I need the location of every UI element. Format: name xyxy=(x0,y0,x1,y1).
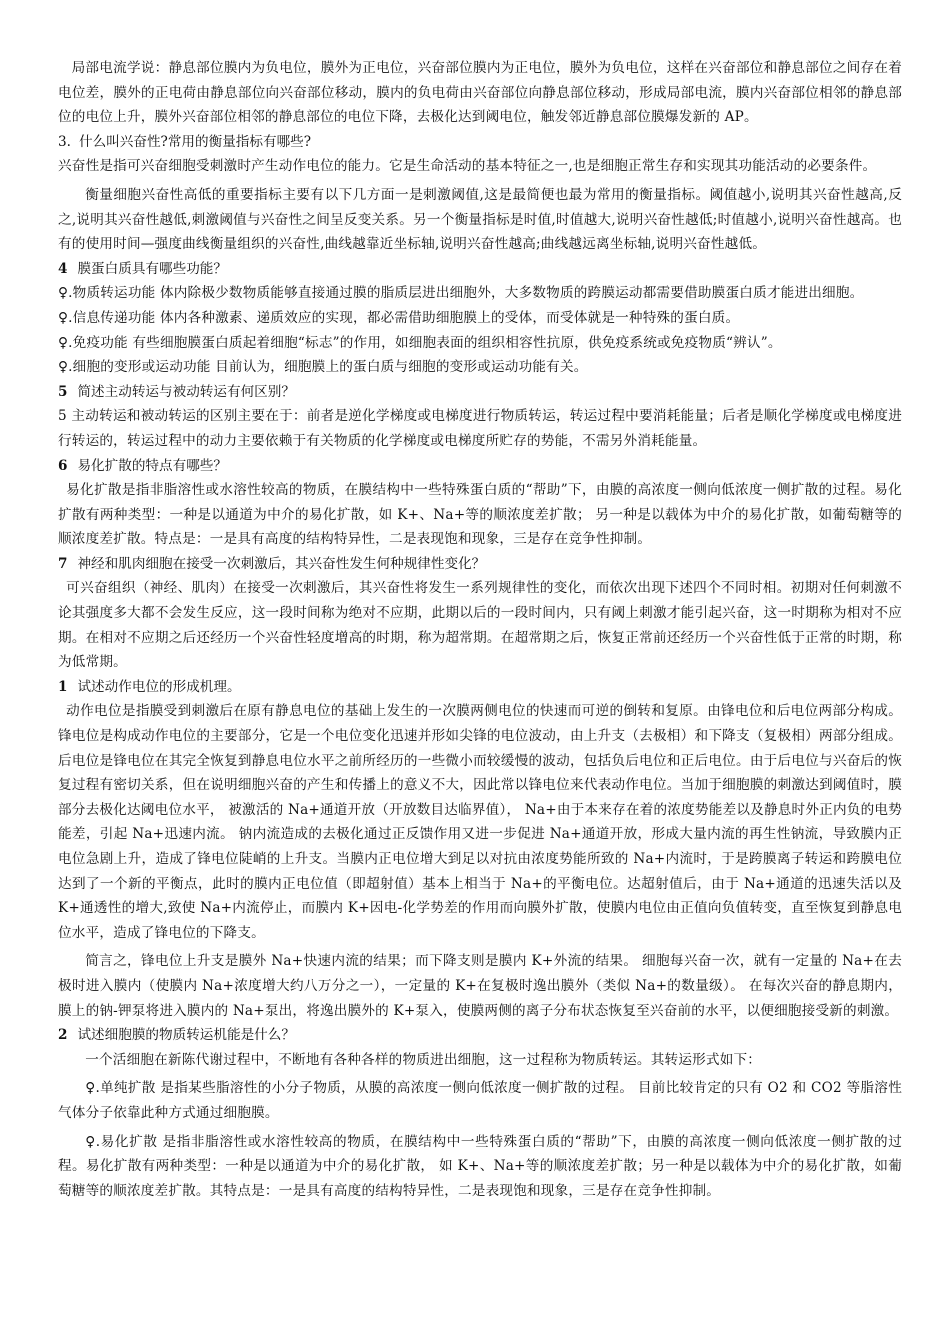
question-4-heading xyxy=(58,257,902,282)
list-item: ♀.免疫功能 有些细胞膜蛋白质起着细胞“标志”的作用，如细胞表面的组织相容性抗原，供免疫系统或免疫物质“辨认”。 xyxy=(58,334,782,351)
paragraph-local-current: 局部电流学说：静息部位膜内为负电位，膜外为正电位，兴奋部位膜内为正电位，膜外为负电位，这样在兴奋部位和静息部位之间存在着电位差，膜外的正电荷由静息部位向兴奋部位移动，膜内的负电荷由兴奋部位向静息部位移动，形成局部电流，膜内兴奋部位相邻的静息部位的电位上升，膜外兴奋部位相邻的静息部位的电位下降，去极化达到阈电位，触发邻近静息部位膜爆发新的 AP。 xyxy=(58,60,902,126)
list-item: ♀.单纯扩散 是指某些脂溶性的小分子物质，从膜的高浓度一侧向低浓度一侧扩散的过程。 目前比较肯定的只有 O2 和 CO2 等脂溶性气体分子依靠此种方式通过细胞膜。 xyxy=(58,1080,902,1121)
question-text: 什么叫兴奋性?常用的衡量指标有哪些? xyxy=(78,133,312,150)
list-item: ♀.易化扩散 是指非脂溶性或水溶性较高的物质，在膜结构中一些特殊蛋白质的“帮助”下，由膜的高浓度一侧向低浓度一侧扩散的过程。易化扩散有两种类型：一种是以通道为中介的易化扩散， 如 K+、Na+等的顺浓度差扩散；另一种是以载体为中介的易化扩散，如葡萄糖等的顺浓度差扩散。其特点是：一是具有高度的结构特异性，二是表现饱和现象，三是存在竞争性抑制。 xyxy=(58,1133,902,1199)
question-text: 神经和肌肉细胞在接受一次刺激后，其兴奋性发生何种规律性变化？ xyxy=(77,555,486,572)
question-text: 膜蛋白质具有哪些功能？ xyxy=(77,260,227,277)
essay-1-heading xyxy=(58,675,902,700)
paragraph-facilitated-diffusion: 易化扩散是指非脂溶性或水溶性较高的物质，在膜结构中一些特殊蛋白质的“帮助”下，由膜的高浓度一侧向低浓度一侧扩散的过程。易化扩散有两种类型：一种是以通道为中介的易化扩散，如 K+、Na+等的顺浓度差扩散； 另一种是以载体为中介的易化扩散，如葡萄糖等的顺浓度差扩散。特点是：一是具有高度的结构特异性，二是表现饱和现象，三是存在竞争性抑制。 xyxy=(58,482,902,548)
question-number: 5 xyxy=(58,383,68,400)
question-number: 6 xyxy=(58,457,68,474)
essay-2-heading xyxy=(58,1023,902,1048)
paragraph-excitability-index: 衡量细胞兴奋性高低的重要指标主要有以下几方面一是刺激阈值,这是最简便也最为常用的衡量指标。阈值越小,说明其兴奋性越高,反之,说明其兴奋性越低,刺激阈值与兴奋性之间呈反变关系。另一个衡量指标是时值,时值越大,说明兴奋性越低;时值越小,说明兴奋性越高。也有的使用时间—强度曲线衡量组织的兴奋性,曲线越靠近坐标轴,说明兴奋性越高;曲线越远离坐标轴,说明兴奋性越低。 xyxy=(58,186,902,253)
paragraph-transport-diff: 5 主动转运和被动转运的区别主要在于：前者是逆化学梯度或电梯度进行物质转运，转运过程中要消耗能量；后者是顺化学梯度或电梯度进行转运的，转运过程中的动力主要依赖于有关物质的化学梯度或电梯度所贮存的势能，不需另外消耗能量。 xyxy=(58,408,902,449)
paragraph-refractory: 可兴奋组织（神经、肌肉）在接受一次刺激后，其兴奋性将发生一系列规律性的变化，而依次出现下述四个不同时相。初期对任何刺激不论其强度多大都不会发生反应，这一段时间称为绝对不应期，此期以后的一段时间内，只有阈上刺激才能引起兴奋，这一时期称为相对不应期。在相对不应期之后还经历一个兴奋性轻度增高的时期，称为超常期。在超常期之后，恢复正常前还经历一个兴奋性低于正常的时期，称为低常期。 xyxy=(58,580,902,671)
list-item: ♀.物质转运功能 体内除极少数物质能够直接通过膜的脂质层进出细胞外，大多数物质的跨膜运动都需要借助膜蛋白质才能进出细胞。 xyxy=(58,285,864,302)
question-7-heading xyxy=(58,552,902,577)
question-number: 4 xyxy=(58,260,68,277)
paragraph-summary: 简言之，锋电位上升支是膜外 Na+快速内流的结果；而下降支则是膜内 K+外流的结果。 细胞每兴奋一次，就有一定量的 Na+在去极时进入膜内（使膜内 Na+浓度增大约八万分之一），一定量的 K+在复极时逸出膜外（类似 Na+的数量级）。 在每次兴奋的静息期内， 膜上的钠-钾泵将进入膜内的 Na+泵出，将逸出膜外的 K+泵入，使膜两侧的离子分布状态恢复至兴奋前的水平，以便细胞接受新的刺激。 xyxy=(58,953,902,1019)
question-number: 2 xyxy=(58,1027,68,1044)
list-item: ♀.信息传递功能 体内各种激素、递质效应的实现，都必需借助细胞膜上的受体，而受体就是一种特殊的蛋白质。 xyxy=(58,309,740,326)
question-6-heading xyxy=(58,454,902,479)
question-text: 易化扩散的特点有哪些？ xyxy=(77,457,227,474)
question-text: 试述细胞膜的物质转运机能是什么？ xyxy=(77,1027,295,1044)
question-number: 1 xyxy=(58,678,68,695)
paragraph-excitability-def: 兴奋性是指可兴奋细胞受刺激时产生动作电位的能力。它是生命活动的基本特征之一,也是细胞正常生存和实现其功能活动的必要条件。 xyxy=(58,158,877,175)
paragraph-action-potential: 动作电位是指膜受到刺激后在原有静息电位的基础上发生的一次膜两侧电位的快速而可逆的倒转和复原。由锋电位和后电位两部分构成。锋电位是构成动作电位的主要部分，它是一个电位变化迅速并形如尖锋的电位波动，由上升支（去极相）和下降支（复极相）两部分组成。后电位是锋电位在其完全恢复到静息电位水平之前所经历的一些微小而较缓慢的波动，包括负后电位和正后电位。由于后电位与兴奋后的恢复过程有密切关系，但在说明细胞兴奋的产生和传播上的意义不大，因此常以锋电位来代表动作电位。当加于细胞膜的刺激达到阈值时，膜部分去极化达阈电位水平， 被激活的 Na+通道开放（开放数目达临界值）， Na+由于本来存在着的浓度势能差以及静息时外正内负的电势能差，引起 Na+迅速内流。 钠内流造成的去极化通过正反馈作用又进一步促进 Na+通道开放，形成大量内流的再生性钠流，导致膜内正电位急剧上升，造成了锋电位陡峭的上升支。当膜内正电位增大到足以对抗由浓度势能所致的 Na+内流时，于是跨膜离子转运和跨膜电位达到了一个新的平衡点，此时的膜内正电位值（即超射值）基本上相当于 Na+的平衡电位。达超射值后，由于 Na+通道的迅速失活以及 K+通透性的增大,致使 Na+内流停止，而膜内 K+因电-化学势差的作用而向膜外扩散，使膜内电位由正值向负值转变，直至恢复到静息电位水平，造成了锋电位的下降支。 xyxy=(58,703,902,941)
question-text: 试述动作电位的形成机理。 xyxy=(77,678,241,695)
question-number: 7 xyxy=(58,555,68,572)
question-number: 3. xyxy=(58,133,71,150)
paragraph-transport-intro: 一个活细胞在新陈代谢过程中，不断地有各种各样的物质进出细胞，这一过程称为物质转运。其转运形式如下： xyxy=(85,1051,762,1068)
question-5-heading xyxy=(58,380,902,405)
question-3-heading xyxy=(58,130,902,155)
question-text: 简述主动转运与被动转运有何区别？ xyxy=(77,383,295,400)
list-item: ♀.细胞的变形或运动功能 目前认为，细胞膜上的蛋白质与细胞的变形或运动功能有关。 xyxy=(58,359,588,376)
